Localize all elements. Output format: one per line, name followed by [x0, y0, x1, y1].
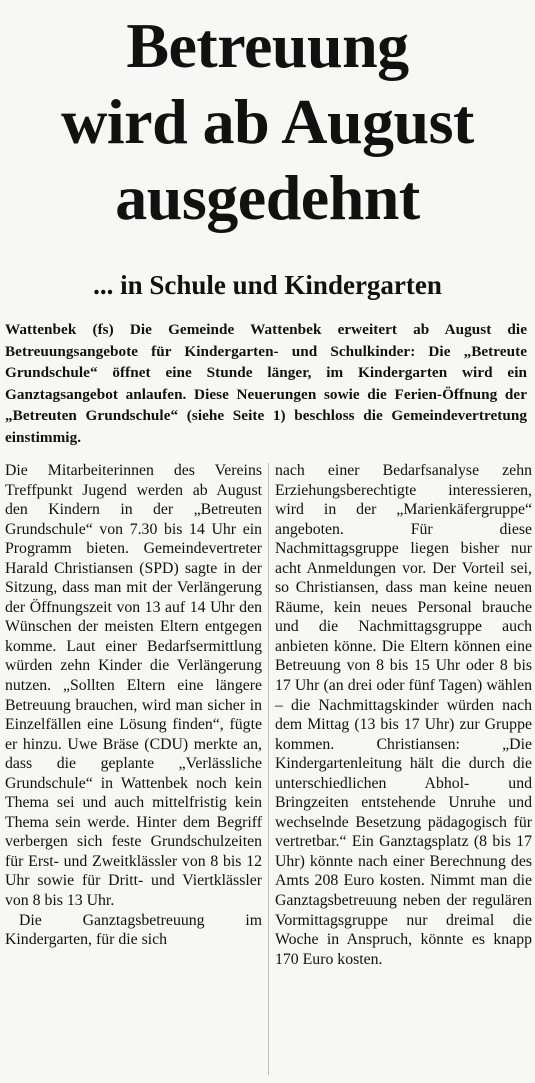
subheadline: ... in Schule und Kindergarten [93, 270, 442, 300]
headline-line-3: ausgedehnt [115, 162, 420, 233]
column-divider [268, 463, 269, 1075]
headline [0, 8, 535, 236]
body-paragraph: Die Ganztagsbetreuung im Kindergarten, für die sich [5, 911, 262, 949]
headline-line-2: wird ab August [61, 86, 474, 157]
body-paragraph: Die Mitarbeiterinnen des Vereins Treffpunkt Jugend werden ab August den Kindern in der „Betreuten Grundschule“ von 7.30 bis 14 Uhr ein Programm bieten. Gemeindevertreter Harald Christiansen (SPD) sagte in der Sitzung, dass man mit der Verlängerung der Öffnungszeit von 13 auf 14 Uhr den Wünschen der meisten Eltern entgegen komme. Laut einer Bedarfsermittlung würden zehn Kinder die Verlängerung nutzen. „Sollten Eltern eine längere Betreuung brauchen, wird man sicher in Einzelfällen eine Lösung finden“, fügte er hinzu. Uwe Bräse (CDU) merkte an, dass die geplante „Verlässliche Grundschule“ in Wattenbek noch kein Thema sei und auch mittelfristig kein Thema sein werde. Hinter dem Begriff verbergen sich feste Grundschulzeiten für Erst- und Zweitklässler von 8 bis 12 Uhr sowie für Dritt- und Viertklässler von 8 bis 13 Uhr. [5, 462, 262, 910]
body-paragraph: nach einer Bedarfsanalyse zehn Erziehungsberechtigte interessieren, wird in der „Marienkäfergruppe“ angeboten. Für diese Nachmittagsgruppe liegen bisher nur acht Anmeldungen vor. Der Vorteil sei, so Christiansen, dass man keine neuen Räume, kein neues Personal brauche und die Nachmittagsgruppe auch anbieten könne. Die Eltern können eine Betreuung von 8 bis 15 Uhr oder 8 bis 17 Uhr (an drei oder fünf Tagen) wählen – die Nachmittagskinder würden nach dem Mittag (13 bis 17 Uhr) zur Gruppe kommen. Christiansen: „Die Kindergartenleitung hält die durch die unterschiedlichen Abhol- und Bringzeiten entstehende Unruhe und wechselnde Besetzung pädagogisch für vertretbar.“ Ein Ganztagsplatz (8 bis 17 Uhr) könnte nach einer Berechnung des Amts 208 Euro kosten. Nimmt man die Ganztagsbetreuung neben der regulären Vormittagsgruppe nur dreimal die Woche in Anspruch, könnte es knapp 170 Euro kosten. [275, 462, 532, 968]
article-column-right [275, 461, 532, 969]
article-column-left [5, 461, 262, 950]
headline-line-1: Betreuung [126, 10, 409, 81]
lead-paragraph: Wattenbek (fs) Die Gemeinde Wattenbek erweitert ab August die Betreuungsangebote für Kindergarten- und Schulkinder: Die „Betreute Grundschule“ öffnet eine Stunde länger, im Kindergarten wird ein Ganztagsangebot anlaufen. Diese Neuerungen sowie die Ferien-Öffnung der „Betreuten Grundschule“ (siehe Seite 1) beschloss die Gemeindevertretung einstimmig. [5, 321, 527, 446]
